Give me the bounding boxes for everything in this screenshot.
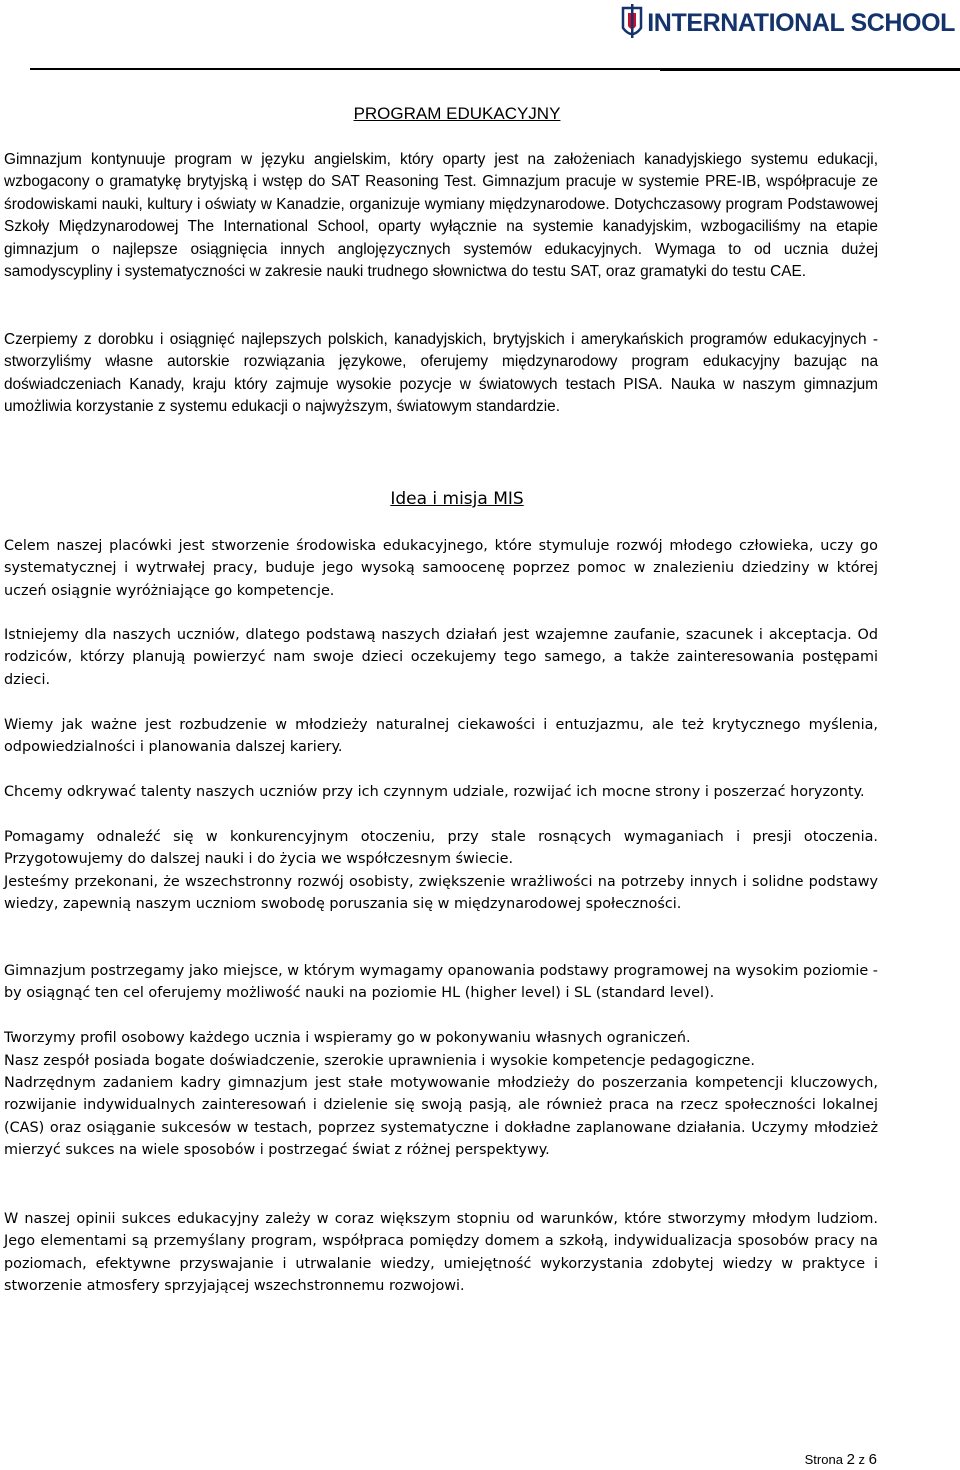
- paragraph-mission-3: Wiemy jak ważne jest rozbudzenie w młodzieży naturalnej ciekawości i entuzjazmu, ale też krytycznego myślenia, odpowiedzialności i planowania dalszej kariery.: [4, 717, 878, 756]
- paragraph-mission-1: Celem naszej placówki jest stworzenie środowiska edukacyjnego, które stymuluje rozwój młodego człowieka, uczy go systematycznej i wytrwałej pracy, buduje jego wysoką samoocenę poprzez pomoc w znalezieniu dziedziny w której uczeń osiągnie wyróżniające go kompetencje.: [4, 538, 878, 599]
- paragraph-mission-4a: Chcemy odkrywać talenty naszych uczniów przy ich czynnym udziale, rozwijać ich mocne strony i poszerzać horyzonty.: [4, 784, 865, 800]
- paragraph-mission-6: W naszej opinii sukces edukacyjny zależy w coraz większym stopniu od warunków, które stworzymy młodym ludziom. Jego elementami są przemyślany program, współpraca pomiędzy domem a szkołą, indywidualizacja sposobów pracy na poziomach, efektywne przyswajanie i utrwalanie wiedzy, umiejętność wykorzystania zdobytej wiedzy w praktyce i stworzenie atmosfery sprzyjającej wszechstronnemu rozwojowi.: [4, 1211, 878, 1295]
- logo-text: INTERNATIONAL SCHOOL: [647, 8, 955, 37]
- paragraph-mission-5d: Nadrzędnym zadaniem kadry gimnazjum jest stałe motywowanie młodzieży do poszerzania kompetencji kluczowych, rozwijanie indywidualnych zainteresowań i dzielenie się swoją pasją, ale również praca na rzecz społeczności lokalnej (CAS) oraz osiąganie sukcesów w testach, poprzez systematyczne i dokładne zaplanowane działania. Uczymy młodzież mierzyć sukces na wiele sposobów i postrzegać świat z różnej perspektywy.: [4, 1075, 878, 1159]
- logo-emblem-icon: [619, 4, 645, 42]
- total-pages: 6: [868, 1451, 877, 1468]
- section-title-mission: Idea i misja MIS: [390, 489, 524, 509]
- paragraph-mission-4b: Pomagamy odnaleźć się w konkurencyjnym otoczeniu, przy stale rosnących wymaganiach i presji otoczenia. Przygotowujemy do dalszej nauki i do życia we współczesnym świecie.: [4, 829, 878, 868]
- paragraph-mission-2: Istniejemy dla naszych uczniów, dlatego podstawą naszych działań jest wzajemne zaufanie, szacunek i akceptacja. Od rodziców, którzy planują powierzyć nam swoje dzieci oczekujemy tego samego, a także zainteresowania postępami dzieci.: [4, 627, 878, 688]
- school-logo: [619, 3, 955, 43]
- paragraph-program-1: Gimnazjum kontynuuje program w języku angielskim, który oparty jest na założeniach kanadyjskiego systemu edukacji, wzbogacony o gramatykę brytyjską i wstęp do SAT Reasoning Test. Gimnazjum pracuje w systemie PRE-IB, współpracuje ze środowiskami nauki, kultury i oświaty w Kanadzie, organizuje wymiany międzynarodowe. Dotychczasowy program Podstawowej Szkoły Międzynarodowej The International School, oparty wyłącznie na systemie kanadyjskim, wzbogaciliśmy na etapie gimnazjum o najlepsze osiągnięcia innych anglojęzycznych systemów edukacyjnych. Wymaga to od ucznia dużej samodyscypliny i systematyczności w zakresie nauki trudnego słownictwa do testu SAT, oraz gramatyki do testu CAE.: [4, 151, 878, 281]
- current-page: 2: [846, 1451, 855, 1468]
- header-rule-thin: [660, 70, 960, 71]
- page-label: Strona: [804, 1452, 843, 1467]
- page-header: [0, 0, 960, 72]
- page-of: z: [858, 1452, 866, 1467]
- paragraph-mission-4c: Jesteśmy przekonani, że wszechstronny rozwój osobisty, zwiększenie wrażliwości na potrzeby innych i solidne podstawy wiedzy, zapewnią naszym uczniom swobodę poruszania się w międzynarodowej społeczności.: [4, 874, 878, 913]
- paragraph-mission-5a: Gimnazjum postrzegamy jako miejsce, w którym wymagamy opanowania podstawy programowej na wysokim poziomie - by osiągnąć ten cel oferujemy możliwość nauki na poziomie HL (higher level) i SL (standard level).: [4, 963, 878, 1002]
- paragraph-mission-5c: Nasz zespół posiada bogate doświadczenie, szerokie uprawnienia i wysokie kompetencje pedagogiczne.: [4, 1053, 755, 1069]
- section-title-program: PROGRAM EDUKACYJNY: [353, 104, 561, 123]
- paragraph-program-2: Czerpiemy z dorobku i osiągnięć najlepszych polskich, kanadyjskich, brytyjskich i amerykańskich programów edukacyjnych - stworzyliśmy własne autorskie rozwiązania językowe, oferujemy międzynarodowy program edukacyjny bazując na doświadczeniach Kanady, kraju który zajmuje wysokie pozycje w światowych testach PISA. Nauka w naszym gimnazjum umożliwia korzystanie z systemu edukacji o najwyższym, światowym standardzie.: [4, 331, 878, 416]
- page-number: [805, 1451, 877, 1468]
- paragraph-mission-5b: Tworzymy profil osobowy każdego ucznia i wspieramy go w pokonywaniu własnych ograniczeń.: [4, 1030, 691, 1046]
